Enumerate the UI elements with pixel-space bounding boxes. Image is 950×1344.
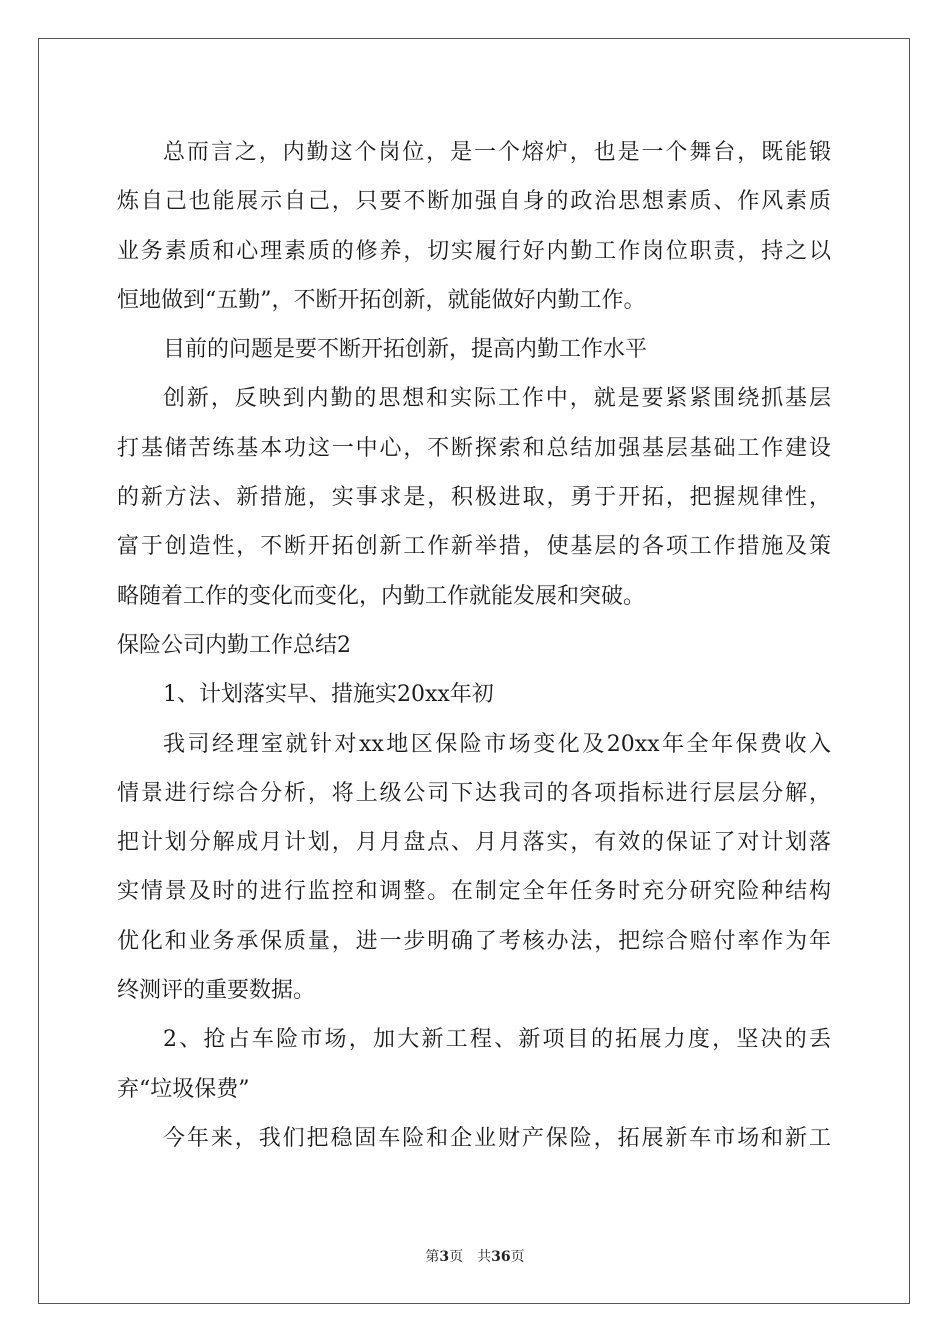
text-line: 实情景及时的进行监控和调整。在制定全年任务时充分研究险种结构 <box>117 879 831 905</box>
page-number-current: 3 <box>439 1249 450 1265</box>
document-body <box>117 128 831 1163</box>
text-line: 2、抢占车险市场，加大新工程、新项目的拓展力度，坚决的丢 <box>163 1027 831 1053</box>
text-line: 情景进行综合分析，将上级公司下达我司的各项指标进行层层分解， <box>117 780 831 806</box>
page-number-prefix: 第 <box>425 1249 440 1265</box>
text-line: 略随着工作的变化而变化，内勤工作就能发展和突破。 <box>117 583 646 609</box>
page-footer <box>0 1246 950 1266</box>
total-pages-prefix: 共 <box>477 1249 492 1265</box>
text-line: 业务素质和心理素质的修养，切实履行好内勤工作岗位职责，持之以 <box>117 238 831 264</box>
text-line: 炼自己也能展示自己，只要不断加强自身的政治思想素质、作风素质 <box>117 189 831 215</box>
text-line: 打基储苦练基本功这一中心，不断探索和总结加强基层基础工作建设 <box>117 435 831 461</box>
text-line: 目前的问题是要不断开拓创新，提高内勤工作水平 <box>163 337 648 363</box>
text-line: 优化和业务承保质量，进一步明确了考核办法，把综合赔付率作为年 <box>117 928 831 954</box>
text-line: 终测评的重要数据。 <box>117 978 316 1004</box>
text-line: 富于创造性，不断开拓创新工作新举措，使基层的各项工作措施及策 <box>117 534 831 560</box>
text-line: 弃“垃圾保费” <box>117 1076 250 1102</box>
text-line: 创新，反映到内勤的思想和实际工作中，就是要紧紧围绕抓基层 <box>163 386 831 412</box>
text-line: 今年来，我们把稳固车险和企业财产保险，拓展新车市场和新工 <box>163 1125 831 1151</box>
text-line: 我司经理室就针对xx地区保险市场变化及20xx年全年保费收入 <box>163 731 831 757</box>
total-pages-count: 36 <box>491 1249 511 1265</box>
text-line: 保险公司内勤工作总结2 <box>117 632 351 658</box>
text-line: 的新方法、新措施，实事求是，积极进取，勇于开拓，把握规律性， <box>117 485 831 511</box>
text-line: 1、计划落实早、措施实20xx年初 <box>163 682 494 708</box>
page-number-suffix: 页 <box>449 1249 464 1265</box>
text-line: 总而言之，内勤这个岗位，是一个熔炉，也是一个舞台，既能锻 <box>163 140 831 165</box>
text-line: 恒地做到“五勤”，不断开拓创新，就能做好内勤工作。 <box>117 287 646 313</box>
total-pages-suffix: 页 <box>510 1249 525 1265</box>
text-line: 把计划分解成月计划，月月盘点、月月落实，有效的保证了对计划落 <box>117 830 831 856</box>
